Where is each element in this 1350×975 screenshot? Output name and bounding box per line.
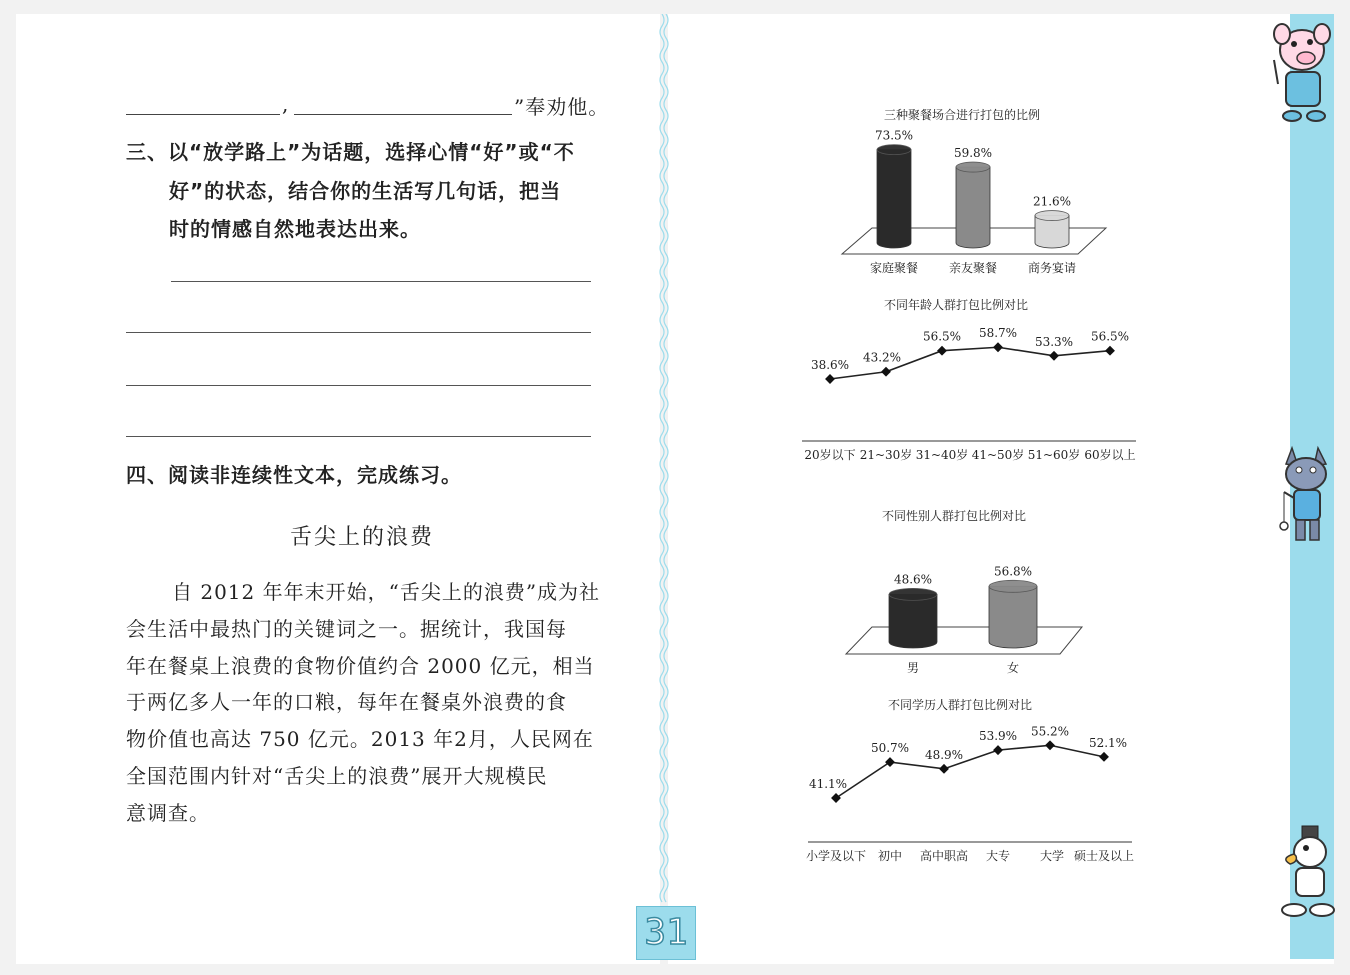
cartoon-duck-icon: [1276, 822, 1338, 920]
chart-2-category-label: 51~60岁: [1027, 448, 1081, 462]
paragraph-line: 自 2012 年年末开始，“舌尖上的浪费”成为社: [172, 580, 601, 604]
paragraph-line: 全国范围内针对“舌尖上的浪费”展开大规模民: [126, 764, 548, 788]
chart-3-bar-top: [989, 580, 1037, 592]
chart-3-data-label: 48.6%: [893, 572, 933, 587]
cartoon-pig-icon: [1268, 20, 1338, 126]
chart-4-point: [993, 745, 1003, 755]
question-3-line3: 时的情感自然地表达出来。: [169, 217, 421, 241]
chart-4-category-label: 大专: [985, 849, 1011, 863]
paragraph-line: 意调查。: [126, 801, 210, 825]
question-3-line2: 好”的状态，结合你的生活写几句话，把当: [169, 179, 562, 203]
chart-4-category-label: 大学: [1039, 849, 1065, 863]
chart-2-category-label: 41~50岁: [971, 448, 1025, 462]
chart-2-point: [825, 374, 835, 384]
chart-3-category-label: 男: [906, 661, 920, 675]
chart-1-bar-top: [956, 162, 990, 172]
chart-2-data-label: 43.2%: [862, 350, 902, 365]
chart-4-data-label: 48.9%: [924, 747, 964, 762]
chart-4-data-label: 41.1%: [808, 777, 848, 791]
chart-2-category-label: 21~30岁: [859, 448, 913, 462]
chart-1-data-label: 21.6%: [1032, 194, 1072, 209]
chart-1-bar-top: [877, 145, 911, 155]
paragraph-line: 会生活中最热门的关键词之一。据统计，我国每: [126, 617, 567, 641]
comma-mark: ,: [282, 92, 290, 116]
chart-1-category-label: 家庭聚餐: [869, 261, 919, 275]
chart-4-point: [831, 793, 841, 803]
chart-1-category-label: 亲友聚餐: [948, 261, 998, 275]
chart-2-category-label: 60岁以上: [1084, 448, 1136, 462]
chart-2-point: [993, 342, 1003, 352]
chart-4-category-label: 硕士及以上: [1073, 849, 1135, 863]
chart-4-point: [939, 764, 949, 774]
chart-2-data-label: 53.3%: [1034, 334, 1074, 349]
chart-2-category-label: 31~40岁: [915, 448, 969, 462]
chart-1-title: 三种聚餐场合进行打包的比例: [884, 108, 1041, 122]
chart-4-point: [885, 757, 895, 767]
chart-2-point: [937, 346, 947, 356]
chart-2-title: 不同年龄人群打包比例对比: [884, 298, 1029, 312]
chart-4-data-label: 50.7%: [870, 741, 910, 756]
article-title: 舌尖上的浪费: [290, 525, 435, 550]
chart-4-category-label: 小学及以下: [805, 849, 867, 863]
chart-3-bar: [889, 594, 937, 648]
chart-1-bar: [956, 167, 990, 248]
question-3-line1: 三、以“放学路上”为话题，选择心情“好”或“不: [126, 140, 575, 164]
chart-1-bar-top: [1035, 211, 1069, 221]
question-4: 四、阅读非连续性文本，完成练习。: [126, 463, 462, 487]
chart-3-title: 不同性别人群打包比例对比: [882, 509, 1027, 523]
chart-1-bar: [877, 150, 911, 248]
chart-4-data-label: 53.9%: [978, 729, 1018, 744]
chart-1-data-label: 73.5%: [874, 128, 914, 143]
paragraph-line: 年在餐桌上浪费的食物价值约合 2000 亿元，相当: [126, 654, 595, 678]
chart-4-category-label: 初中: [877, 849, 903, 863]
chart-4-category-label: 高中职高: [919, 849, 969, 863]
chart-3-floor: [846, 627, 1082, 654]
paragraph-line: 物价值也高达 750 亿元。2013 年2月，人民网在: [126, 727, 594, 751]
chart-1-category-label: 商务宴请: [1027, 261, 1077, 275]
chart-2-point: [1105, 346, 1115, 356]
cartoon-wolf-icon: [1272, 440, 1338, 550]
chart-2-data-label: 58.7%: [978, 326, 1018, 341]
chart-2-point: [1049, 351, 1059, 361]
chart-3-category-label: 女: [1006, 661, 1020, 675]
paragraph-line: 于两亿多人一年的口粮，每年在餐桌外浪费的食: [126, 690, 567, 714]
page-number-text: 31: [644, 912, 688, 953]
chart-4-data-label: 55.2%: [1030, 724, 1070, 739]
page-number: [636, 906, 696, 960]
chart-4-data-label: 52.1%: [1088, 735, 1128, 750]
chart-2-category-label: 20岁以下: [804, 448, 856, 462]
chart-4-point: [1045, 740, 1055, 750]
chart-3-bar: [989, 586, 1037, 648]
chart-4-title: 不同学历人群打包比例对比: [888, 698, 1033, 712]
chart-3-data-label: 56.8%: [993, 564, 1033, 579]
chart-2-data-label: 56.5%: [922, 329, 962, 344]
chart-2-data-label: 38.6%: [810, 358, 850, 372]
chart-1-data-label: 59.8%: [953, 146, 993, 161]
chart-2-point: [881, 367, 891, 377]
chart-4-point: [1099, 752, 1109, 762]
line1-text: ”奉劝他。: [514, 95, 610, 119]
chart-3-bar-top: [889, 588, 937, 600]
chart-2-data-label: 56.5%: [1090, 329, 1130, 344]
